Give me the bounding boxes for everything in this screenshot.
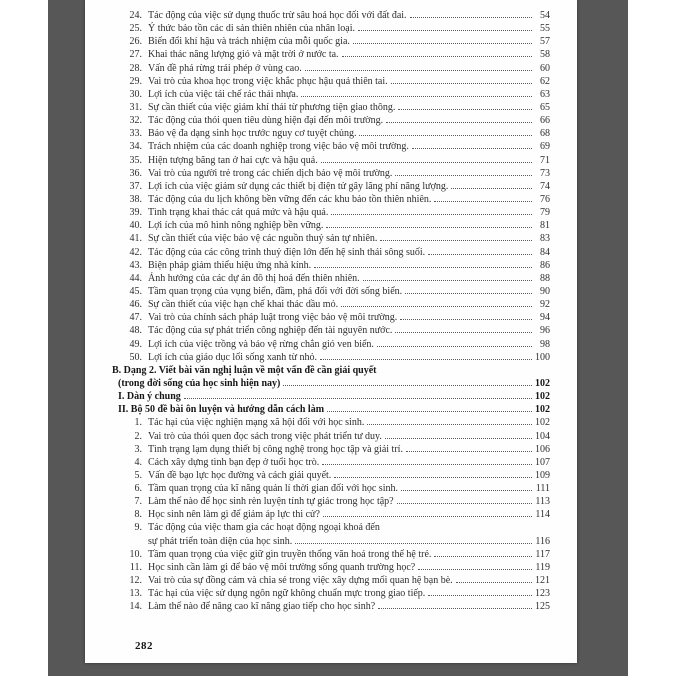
toc-entry-number: 31. <box>129 101 142 113</box>
dot-leader <box>327 410 532 412</box>
toc-subsection-i <box>118 390 550 403</box>
toc-entry <box>112 219 550 232</box>
toc-entry-title: Hiện tượng băng tan ở hai cực và hậu quả. <box>148 154 318 166</box>
toc-entry-title: Vấn đề bạo lực học đường và cách giải quyết. <box>148 469 332 481</box>
toc-entry <box>112 22 550 35</box>
toc-entry-number: 4. <box>134 456 142 468</box>
toc-entry-page: 119 <box>535 561 550 573</box>
toc-entry-title: Vai trò của chính sách pháp luật trong việc bảo vệ môi trường. <box>148 312 398 324</box>
toc-entry-page: 69 <box>540 141 550 153</box>
toc-entry-title: Trách nhiệm của các doanh nghiệp trong việc bảo vệ môi trường. <box>148 141 409 153</box>
dot-leader <box>334 476 532 478</box>
toc-entry-title: Sự cần thiết của việc hạn chế khai thác dầu mỏ. <box>148 299 339 311</box>
toc-entry-page: 54 <box>540 10 550 21</box>
dot-leader <box>341 305 532 307</box>
toc-entry-number: 26. <box>129 36 142 48</box>
toc-entry <box>112 469 550 482</box>
toc-entry-number: 29. <box>129 75 142 87</box>
toc-entry-page: 90 <box>540 285 550 297</box>
toc-entry-title: Tầm quan trọng của vụng biển, đầm, phá đối với đời sống biển. <box>148 285 403 297</box>
toc-entry <box>112 232 550 245</box>
toc-entry-page: 113 <box>535 496 550 508</box>
toc-entry-page: 79 <box>540 207 550 219</box>
toc-entry-title: Học sinh cần làm gì để bảo vệ môi trường sống quanh trường học? <box>148 561 416 573</box>
toc-entry-page: 114 <box>535 509 550 521</box>
toc-entry-page: 123 <box>535 588 550 600</box>
toc-entry-page: 117 <box>535 548 550 560</box>
toc-entry-number: 13. <box>129 588 142 600</box>
toc-entry-number: 49. <box>129 338 142 350</box>
toc-entry-number: 47. <box>129 312 142 324</box>
toc-entry <box>112 285 550 298</box>
toc-entry-title: Tình trạng lạm dụng thiết bị công nghệ trong học tập và giải trí. <box>148 443 403 455</box>
toc-entry <box>112 114 550 127</box>
dot-leader <box>378 607 532 609</box>
toc-entry-number: 46. <box>129 299 142 311</box>
toc-entry-page: 71 <box>540 154 550 166</box>
toc-section-b-page: 102 <box>535 377 550 389</box>
toc-entry <box>112 48 550 61</box>
toc-entry-title: Tác động của du lịch không bền vững đến các khu bảo tồn thiên nhiên. <box>148 193 432 205</box>
toc-entry-title: Vai trò của khoa học trong việc khắc phục hậu quả thiên tai. <box>148 75 388 87</box>
toc-entry <box>112 535 550 548</box>
toc-entry-title: Vai trò của người trẻ trong các chiến dịch bảo vệ môi trường. <box>148 167 393 179</box>
toc-entry-number: 30. <box>129 88 142 100</box>
dot-leader <box>323 515 532 517</box>
toc-entry-number: 41. <box>129 233 142 245</box>
toc-entry-page: 104 <box>535 430 550 442</box>
dot-leader <box>380 239 532 241</box>
toc-subsection-i-label: I. Dàn ý chung <box>118 391 181 403</box>
toc-entry-title: Lợi ích của việc tái chế rác thải nhựa. <box>148 88 299 100</box>
toc-entry-page: 60 <box>540 62 550 74</box>
toc-entry-number: 45. <box>129 285 142 297</box>
dot-leader <box>434 555 532 557</box>
toc-entry-page: 74 <box>540 180 550 192</box>
toc-list-part-b <box>112 416 550 613</box>
toc-entry-number: 28. <box>129 62 142 74</box>
toc-entry <box>112 9 550 22</box>
dot-leader <box>418 568 532 570</box>
toc-entry-title: Tình trạng khai thác cát quá mức và hậu quả. <box>148 207 329 219</box>
toc-entry-title: Sự cần thiết của việc bảo vệ các nguồn thuỷ sản tự nhiên. <box>148 233 378 245</box>
toc-entry-page: 109 <box>535 469 550 481</box>
toc-entry-title: Biến đổi khí hậu và trách nhiệm của mỗi quốc gia. <box>148 36 350 48</box>
toc-entry-page: 57 <box>540 36 550 48</box>
toc-entry-page: 68 <box>540 128 550 140</box>
dot-leader <box>434 200 532 202</box>
toc-entry-number: 36. <box>129 167 142 179</box>
dot-leader <box>377 345 532 347</box>
toc-entry-number: 34. <box>129 141 142 153</box>
toc-section-b-heading-continuation <box>118 377 550 390</box>
toc-entry-number: 3. <box>134 443 142 455</box>
dot-leader <box>401 489 532 491</box>
toc-entry-number: 43. <box>129 259 142 271</box>
toc-section-b-heading-line2: (trong đời sống của học sinh hiện nay) <box>118 377 281 389</box>
toc-entry <box>112 508 550 521</box>
toc-entry-page: 102 <box>535 417 550 429</box>
toc-entry-number: 35. <box>129 154 142 166</box>
book-page <box>85 0 577 663</box>
toc-entry-title: Tác động của thói quen tiêu dùng hiện đại đến môi trường. <box>148 115 384 127</box>
toc-entry-page: 96 <box>540 325 550 337</box>
dot-leader <box>400 318 532 320</box>
toc-entry-title: Tác động của việc sử dụng thuốc trừ sâu hoá học đối với đất đai. <box>148 10 407 21</box>
toc-entry-page: 66 <box>540 115 550 127</box>
toc-entry <box>112 416 550 429</box>
dot-leader <box>353 42 532 44</box>
toc-entry-title: Học sinh nên làm gì để giảm áp lực thi cử? <box>148 509 320 521</box>
toc-subsection-ii <box>118 403 550 416</box>
toc-entry-page: 92 <box>540 299 550 311</box>
toc-entry-number: 6. <box>134 483 142 495</box>
toc-entry-title: Vấn đề phá rừng trái phép ở vùng cao. <box>148 62 302 74</box>
toc-subsection-ii-label: II. Bộ 50 đề bài ôn luyện và hướng dẫn cách làm <box>118 404 325 416</box>
toc-entry-number: 14. <box>129 601 142 613</box>
toc-entry-number: 33. <box>129 128 142 140</box>
toc-entry-number: 24. <box>129 10 142 21</box>
dot-leader <box>359 134 532 136</box>
dot-leader <box>456 581 532 583</box>
toc-entry-number: 25. <box>129 23 142 35</box>
toc-entry-page: 111 <box>535 483 550 495</box>
dot-leader <box>322 463 532 465</box>
toc-entry-number: 48. <box>129 325 142 337</box>
toc-entry-number: 50. <box>129 351 142 363</box>
toc-entry-title: Sự cần thiết của việc giảm khí thải từ phương tiện giao thông. <box>148 101 396 113</box>
toc-entry-number: 1. <box>134 417 142 429</box>
toc-entry <box>112 298 550 311</box>
toc-entry <box>112 140 550 153</box>
toc-entry <box>112 587 550 600</box>
toc-entry-number: 11. <box>129 561 142 573</box>
toc-entry-page: 125 <box>535 601 550 613</box>
toc-entry-title: Tác động của các công trình thuỷ điện lớn đến hệ sinh thái sông suối. <box>148 246 426 258</box>
toc-entry-page: 83 <box>540 233 550 245</box>
toc-entry <box>112 62 550 75</box>
toc-entry <box>112 193 550 206</box>
toc-entry-page: 55 <box>540 23 550 35</box>
toc-entry <box>112 324 550 337</box>
toc-entry-title: Vai trò của sự đồng cảm và chia sẻ trong việc xây dựng mối quan hệ bạn bè. <box>148 575 453 587</box>
toc-entry-page: 65 <box>540 101 550 113</box>
dot-leader <box>385 437 532 439</box>
dot-leader <box>305 69 532 71</box>
dot-leader <box>391 82 532 84</box>
toc-entry-number: 8. <box>134 509 142 521</box>
toc-entry-title: Lợi ích của việc giảm sử dụng các thiết bị điện tử gây lãng phí năng lượng. <box>148 180 449 192</box>
toc-entry-title: Lợi ích của việc trồng và bảo vệ rừng chắn gió ven biển. <box>148 338 374 350</box>
toc-entry <box>112 101 550 114</box>
toc-entry-number: 12. <box>129 575 142 587</box>
toc-entry-number: 7. <box>134 496 142 508</box>
dot-leader <box>410 16 532 18</box>
toc-entry <box>112 35 550 48</box>
toc-entry-page: 81 <box>540 220 550 232</box>
toc-entry-title: Vai trò của thói quen đọc sách trong việc phát triển tư duy. <box>148 430 382 442</box>
toc-entry-title: Làm thế nào để nâng cao kĩ năng giao tiếp cho học sinh? <box>148 601 376 613</box>
toc-subsection-i-page: 102 <box>535 391 550 403</box>
dot-leader <box>367 423 532 425</box>
dot-leader <box>342 55 532 57</box>
toc-entry-number: 9. <box>134 522 142 534</box>
dot-leader <box>386 121 532 123</box>
dot-leader <box>331 213 532 215</box>
toc-entry-title: Tác động của việc tham gia các hoạt động ngoại khoá đến <box>148 522 380 534</box>
dot-leader <box>314 266 532 268</box>
toc-entry <box>112 154 550 167</box>
toc-entry-page: 86 <box>540 259 550 271</box>
toc-subsection-ii-page: 102 <box>535 404 550 416</box>
toc-entry-title: Làm thế nào để học sinh rèn luyện tính tự giác trong học tập? <box>148 496 394 508</box>
toc-entry-page: 63 <box>540 88 550 100</box>
dot-leader <box>395 174 532 176</box>
toc-section-b-heading <box>112 364 550 377</box>
toc-entry-page: 94 <box>540 312 550 324</box>
toc-entry-number: 32. <box>129 115 142 127</box>
toc-entry-title: Tầm quan trọng của kĩ năng quản lí thời gian đối với học sinh. <box>148 483 398 495</box>
toc-entry <box>112 88 550 101</box>
dot-leader <box>397 502 532 504</box>
toc-list-part-a <box>112 9 550 364</box>
toc-entry <box>112 548 550 561</box>
page-number: 282 <box>135 640 153 652</box>
toc-entry <box>112 456 550 469</box>
toc-entry-title: Tác hại của việc sử dụng ngôn ngữ không chuẩn mực trong giao tiếp. <box>148 588 426 600</box>
dot-leader <box>301 95 532 97</box>
toc-entry <box>112 600 550 613</box>
dot-leader <box>321 161 532 163</box>
toc-entry-page: 62 <box>540 75 550 87</box>
toc-entry-page: 100 <box>535 351 550 363</box>
toc-entry-page: 84 <box>540 246 550 258</box>
toc-entry-page: 73 <box>540 167 550 179</box>
dot-leader <box>358 29 532 31</box>
toc-entry-title: Lợi ích của giáo dục lối sống xanh từ nhỏ. <box>148 351 318 363</box>
toc-entry-page: 121 <box>535 575 550 587</box>
toc-entry-title: Ảnh hưởng của các dự án đô thị hoá đến thiên nhiên. <box>148 272 360 284</box>
dot-leader <box>326 226 532 228</box>
dot-leader <box>406 450 532 452</box>
toc-entry-title: sự phát triển toàn diện của học sinh. <box>148 535 293 547</box>
toc-entry <box>112 482 550 495</box>
toc-entry-page: 76 <box>540 193 550 205</box>
toc-entry <box>112 259 550 272</box>
toc-entry <box>112 574 550 587</box>
toc-entry-page: 98 <box>540 338 550 350</box>
toc-entry-title: Biện pháp giảm thiểu hiệu ứng nhà kính. <box>148 259 312 271</box>
toc-entry-title: Tầm quan trọng của việc giữ gìn truyền thống văn hoá trong thế hệ trẻ. <box>148 548 432 560</box>
dot-leader <box>295 542 532 544</box>
toc-entry-title: Lợi ích của mô hình nông nghiệp bền vững. <box>148 220 324 232</box>
dot-leader <box>320 358 532 360</box>
toc-entry-number: 10. <box>129 548 142 560</box>
toc-entry-number: 38. <box>129 193 142 205</box>
toc-entry <box>112 351 550 364</box>
toc-entry <box>112 561 550 574</box>
dot-leader <box>184 397 532 399</box>
toc-entry-title: Bảo vệ đa dạng sinh học trước nguy cơ tuyệt chủng. <box>148 128 357 140</box>
toc-entry-number: 44. <box>129 272 142 284</box>
toc-entry-page: 106 <box>535 443 550 455</box>
toc-entry-number: 39. <box>129 207 142 219</box>
dot-leader <box>405 292 532 294</box>
toc-entry-title: Ý thức bảo tồn các di sản thiên nhiên của nhân loại. <box>148 23 356 35</box>
toc-entry-page: 58 <box>540 49 550 61</box>
dot-leader <box>398 108 532 110</box>
toc-entry <box>112 180 550 193</box>
dot-leader <box>428 253 532 255</box>
toc-entry-page: 116 <box>535 535 550 547</box>
toc-entry <box>112 75 550 88</box>
toc-entry-number: 42. <box>129 246 142 258</box>
toc-entry-page: 107 <box>535 456 550 468</box>
toc-entry-page: 88 <box>540 272 550 284</box>
toc-entry-number: 5. <box>134 469 142 481</box>
toc-entry <box>112 430 550 443</box>
toc-entry <box>112 206 550 219</box>
toc-entry <box>112 246 550 259</box>
toc-entry <box>112 495 550 508</box>
dot-leader <box>283 384 532 386</box>
toc-entry-number: 37. <box>129 180 142 192</box>
toc-entry-title: Tác hại của việc nghiện mạng xã hội đối với học sinh. <box>148 417 365 429</box>
dot-leader <box>412 147 532 149</box>
toc-entry <box>112 443 550 456</box>
toc-entry <box>112 272 550 285</box>
toc-entry <box>112 167 550 180</box>
dot-leader <box>428 594 532 596</box>
toc-entry <box>112 521 550 534</box>
dot-leader <box>363 279 532 281</box>
toc-entry <box>112 338 550 351</box>
toc-entry-number: 40. <box>129 220 142 232</box>
toc-entry <box>112 311 550 324</box>
toc-entry-title: Cách xây dựng tình bạn đẹp ở tuổi học trò. <box>148 456 320 468</box>
toc-entry-number: 27. <box>129 49 142 61</box>
toc-section-b-heading-line1: B. Dạng 2. Viết bài văn nghị luận về một vấn đề cần giải quyết <box>112 364 377 376</box>
toc-entry <box>112 127 550 140</box>
toc-entry-title: Tác động của sự phát triển công nghiệp đến tài nguyên nước. <box>148 325 393 337</box>
toc-entry-number: 2. <box>134 430 142 442</box>
dot-leader <box>395 331 532 333</box>
dot-leader <box>451 187 532 189</box>
toc-entry-title: Khai thác năng lượng gió và mặt trời ở nước ta. <box>148 49 339 61</box>
table-of-contents <box>112 9 550 613</box>
